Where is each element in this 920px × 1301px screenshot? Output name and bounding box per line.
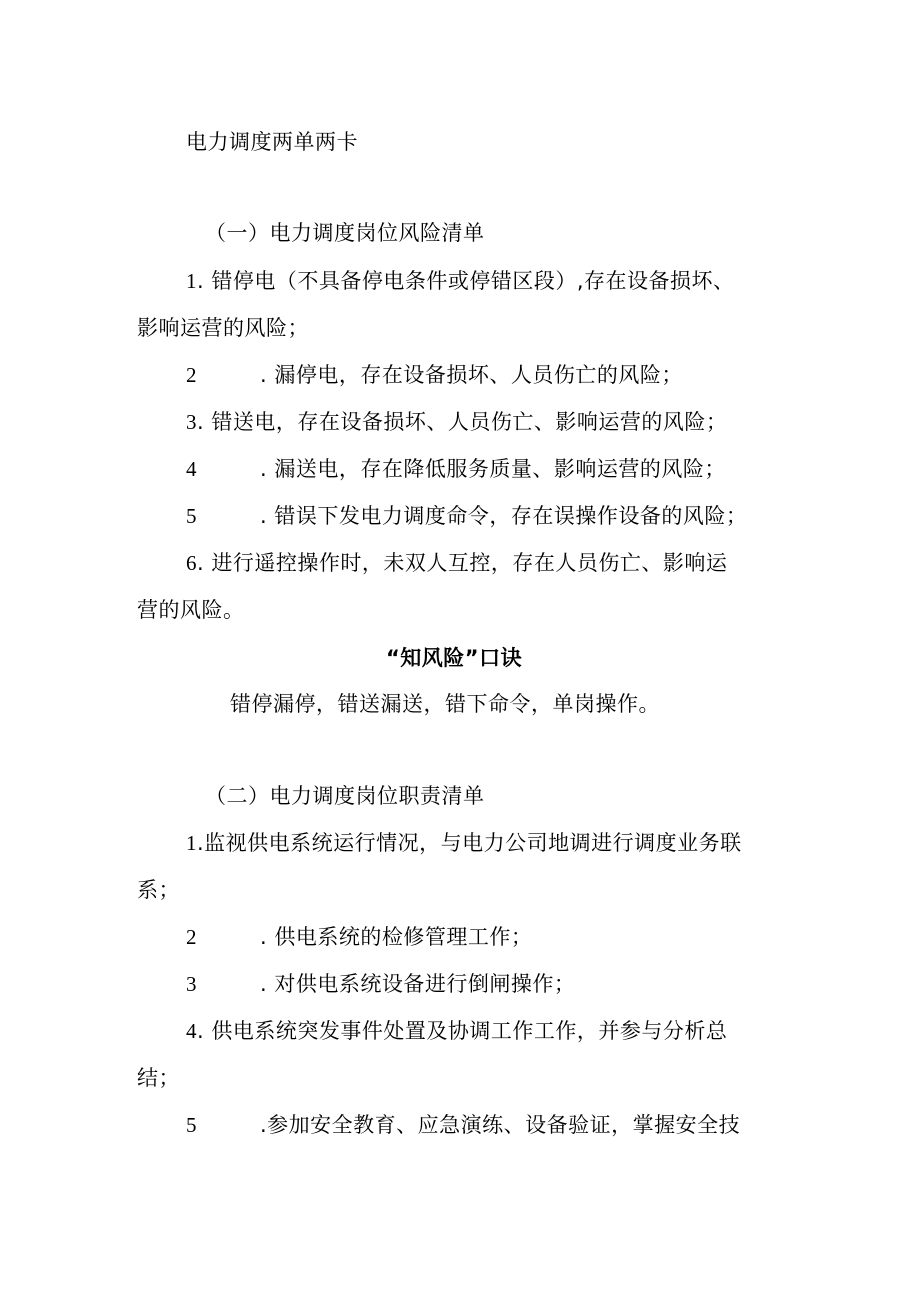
item-number: 5	[186, 504, 197, 528]
item-number: 2	[186, 363, 197, 387]
risk-item-6	[186, 549, 727, 577]
item-text: . 错送电，存在设备损坏、人员伤亡、影响运营的风险；	[197, 410, 728, 434]
risk-item-4	[186, 455, 726, 483]
risk-item-3	[186, 408, 727, 436]
item-text: . 供电系统的检修管理工作；	[260, 925, 533, 949]
duty-item-1	[186, 829, 742, 857]
item-text: . 漏停电，存在设备损坏、人员伤亡的风险；	[260, 363, 683, 387]
item-number: 4	[186, 1019, 197, 1043]
risk-item-2	[186, 361, 683, 389]
item-number: 3	[186, 972, 197, 996]
item-text: .监视供电系统运行情况，与电力公司地调进行调度业务联	[197, 831, 742, 855]
section-heading-duty-list: （二）电力调度岗位职责清单	[205, 784, 485, 808]
item-text: .参加安全教育、应急演练、设备验证，掌握安全技	[260, 1113, 741, 1137]
item-number: 4	[186, 457, 197, 481]
mnemonic-title: “知风险”口诀	[386, 646, 523, 670]
risk-item-6-continuation: 营的风险。	[137, 598, 245, 622]
item-text: . 错误下发电力调度命令，存在误操作设备的风险；	[260, 504, 748, 528]
risk-item-1-continuation: 影响运营的风险；	[137, 316, 309, 340]
item-text: . 对供电系统设备进行倒闸操作；	[260, 972, 576, 996]
item-number: 1	[186, 269, 197, 293]
item-number: 6	[186, 551, 197, 575]
risk-item-1	[186, 267, 735, 295]
item-text: . 进行遥控操作时，未双人互控，存在人员伤亡、影响运	[197, 551, 728, 575]
duty-item-1-continuation: 系；	[137, 878, 180, 902]
item-text: . 错停电（不具备停电条件或停错区段）,存在设备损坏、	[197, 269, 735, 293]
item-number: 1	[186, 831, 197, 855]
duty-item-2	[186, 923, 532, 951]
duty-item-4	[186, 1017, 727, 1045]
document-title: 电力调度两单两卡	[186, 130, 358, 154]
duty-item-5	[186, 1111, 740, 1139]
section-heading-risk-list: （一）电力调度岗位风险清单	[205, 221, 485, 245]
item-text: . 漏送电，存在降低服务质量、影响运营的风险；	[260, 457, 726, 481]
risk-item-5	[186, 502, 747, 530]
duty-item-3	[186, 970, 575, 998]
mnemonic-text: 错停漏停，错送漏送，错下命令，单岗操作。	[230, 692, 660, 716]
item-number: 2	[186, 925, 197, 949]
item-number: 3	[186, 410, 197, 434]
duty-item-4-continuation: 结；	[137, 1066, 180, 1090]
item-number: 5	[186, 1113, 197, 1137]
item-text: . 供电系统突发事件处置及协调工作工作，并参与分析总	[197, 1019, 728, 1043]
